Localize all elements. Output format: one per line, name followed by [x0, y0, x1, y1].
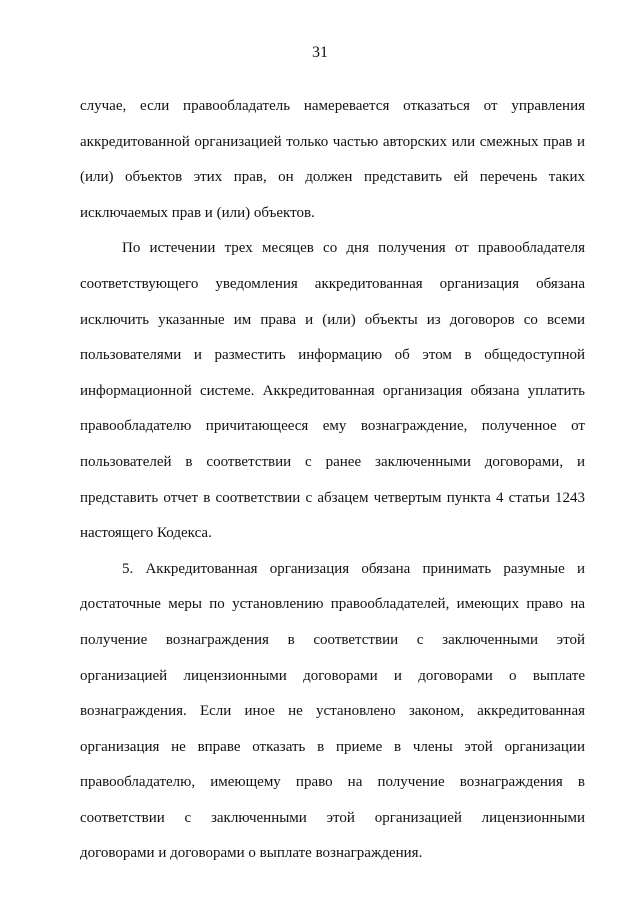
text-line: вознаграждения. Если иное не установлено законом, аккредитованная	[80, 703, 585, 720]
text-line: информационной системе. Аккредитованная организация обязана уплатить	[80, 382, 585, 399]
text-line: настоящего Кодекса.	[80, 525, 212, 542]
text-line: случае, если правообладатель намеревается отказаться от управления	[80, 98, 585, 114]
paragraph-item-5	[80, 552, 585, 872]
text-line: исключаемых прав и (или) объектов.	[80, 204, 315, 221]
paragraph-continuation	[80, 89, 585, 231]
text-line: правообладателю причитающееся ему вознаграждение, полученное от	[80, 418, 585, 435]
text-line: правообладателю, имеющему право на получение вознаграждения в	[80, 774, 585, 791]
text-line: соответствующего уведомления аккредитованная организация обязана	[80, 275, 585, 292]
document-body	[80, 89, 585, 872]
text-line: пользователей в соответствии с ранее заключенными договорами, и	[80, 453, 585, 470]
text-line: получение вознаграждения в соответствии с заключенными этой	[80, 631, 585, 648]
text-line: организация не вправе отказать в приеме в члены этой организации	[80, 738, 585, 755]
text-line: пользователями и разместить информацию об этом в общедоступной	[80, 347, 585, 364]
text-line: договорами и договорами о выплате вознаграждения.	[80, 845, 423, 862]
text-line: 5. Аккредитованная организация обязана принимать разумные и	[122, 560, 585, 577]
text-line: достаточные меры по установлению правообладателей, имеющих право на	[80, 596, 585, 613]
text-line: организацией лицензионными договорами и договорами о выплате	[80, 667, 585, 684]
text-line: исключить указанные им права и (или) объекты из договоров со всеми	[80, 311, 585, 328]
text-line: аккредитованной организацией только частью авторских или смежных прав и	[80, 133, 585, 150]
text-line: представить отчет в соответствии с абзацем четвертым пункта 4 статьи 1243	[80, 489, 585, 506]
text-line: (или) объектов этих прав, он должен представить ей перечень таких	[80, 169, 585, 186]
paragraph-removal-rights	[80, 231, 585, 551]
text-line: По истечении трех месяцев со дня получения от правообладателя	[122, 240, 585, 257]
page-number: 31	[312, 44, 328, 61]
text-line: соответствии с заключенными этой организацией лицензионными	[80, 809, 585, 826]
